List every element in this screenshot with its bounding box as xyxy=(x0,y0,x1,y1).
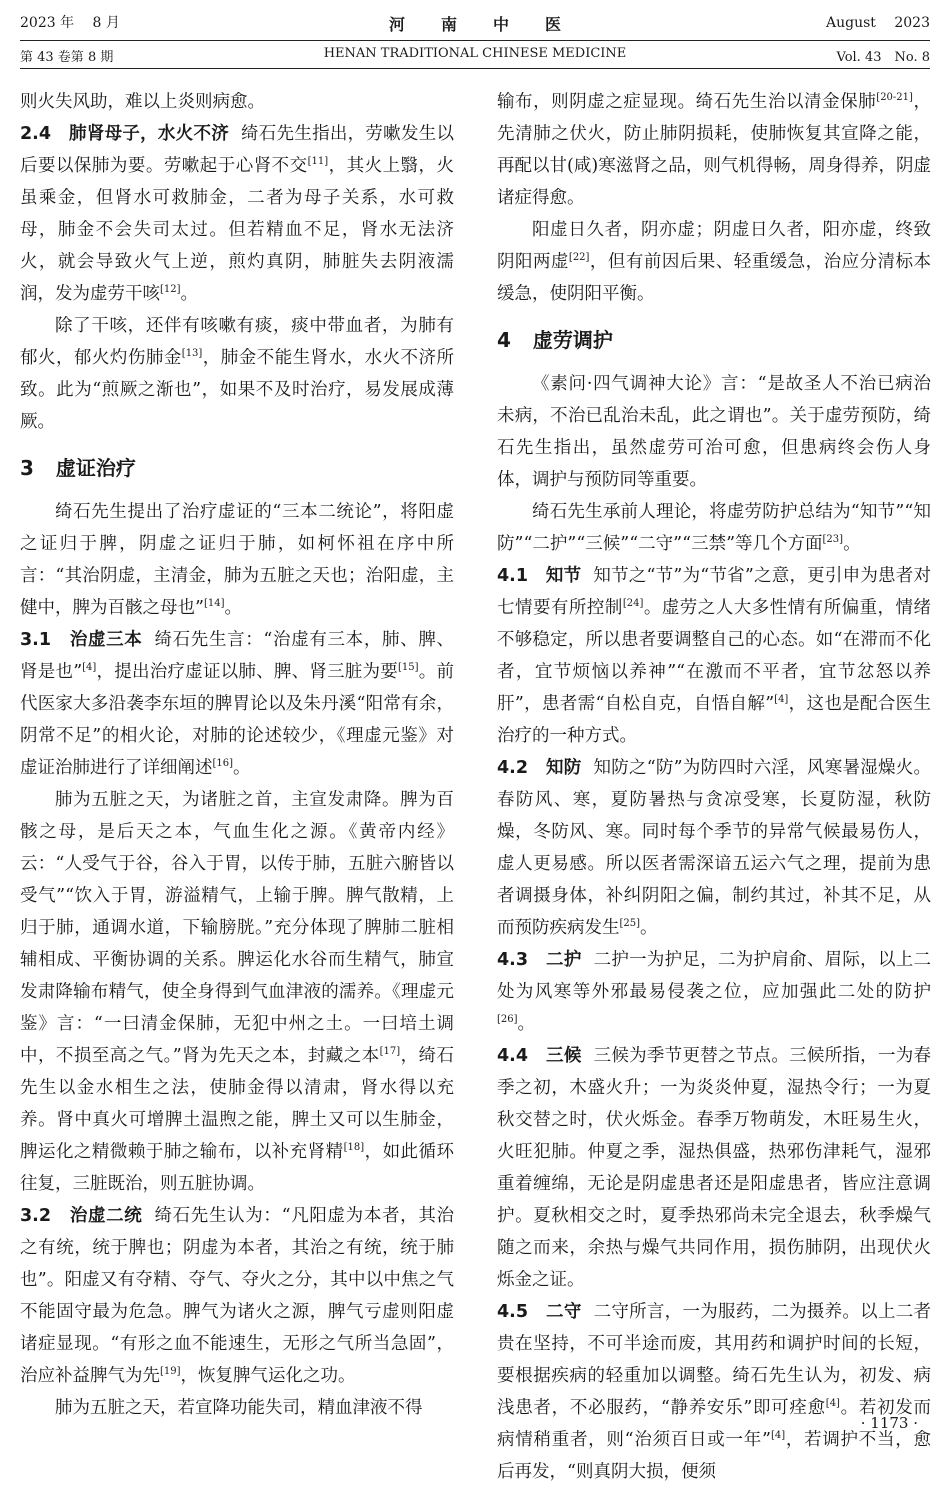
left-column xyxy=(20,86,454,1424)
subsection-3-1: 3.1 治虚三本 绮石先生言：“治虚有三本，肺、脾、肾是也”[4]，提出治疗虚证以肺、脾、肾三脏为要[15]。前代医家大多沿袭李东垣的脾胃论以及朱丹溪“阳常有余，阴常不足”的相火论，对肺的论述较少，《理虚元鉴》对虚证治肺进行了详细阐述[16]。 xyxy=(20,630,455,778)
subsection-heading: 4.2 知防 xyxy=(497,758,582,778)
citation: [4] xyxy=(770,1430,786,1442)
paragraph: 输布，则阴虚之症显现。绮石先生治以清金保肺[20-21]，先清肺之伏火，防止肺阴损耗，使肺恢复其宣降之能，再配以甘(咸)寒滋肾之品，则气机得畅，周身得养，阴虚诸症得愈。 xyxy=(497,92,931,208)
header-rule-top xyxy=(20,40,930,41)
header-date-cn: 2023 年 8 月 xyxy=(20,15,120,31)
subsection-4-1: 4.1 知节 知节之“节”为“节省”之意，更引申为患者对七情要有所控制[24]。虚劳之人大多性情有所偏重，情绪不够稳定，所以患者要调整自己的心态。如“在滞而不化者，宜节烦恼以养神”“在激而不平者，宜节忿怒以养肝”，患者需“自松自克，自悟自解”[4]，这也是配合医生治疗的一种方式。 xyxy=(497,566,932,746)
paragraph: 绮石先生提出了治疗虚证的“三本二统论”，将阳虚之证归于脾，阴虚之证归于肺，如柯怀祖在序中所言：“其治阴虚，主清金，肺为五脏之天也；治阳虚，主健中，脾为百骸之母也”[14]。 xyxy=(20,502,454,618)
header-volume-cn: 第 43 卷第 8 期 xyxy=(20,50,114,65)
paragraph: 绮石先生承前人理论，将虚劳防护总结为“知节”“知防”“二护”“三候”“二守”“三禁”等几个方面[23]。 xyxy=(497,502,931,554)
subsection-heading: 4.4 三候 xyxy=(497,1046,582,1066)
header-row-top xyxy=(20,12,930,32)
paragraph: 则火失风助，难以上炎则病愈。 xyxy=(20,92,265,112)
citation: [24] xyxy=(622,598,644,610)
subsection-4-4: 4.4 三候 三候为季节更替之节点。三候所指，一为春季之初，木盛火升；一为炎炎仲夏，湿热令行；一为夏秋交替之时，伏火烁金。春季万物萌发，木旺易生火，火旺犯肺。仲夏之季，湿热俱盛，热邪伤津耗气，湿邪重着缠绵，无论是阴虚患者还是阳虚患者，皆应注意调护。夏秋相交之时，夏季热邪尚未完全退去，秋季燥气随之而来，余热与燥气共同作用，损伤肺阴，出现伏火烁金之证。 xyxy=(497,1046,931,1290)
header-journal-en: HENAN TRADITIONAL CHINESE MEDICINE xyxy=(323,46,627,61)
section-3-heading: 3 虚证治疗 xyxy=(20,456,136,480)
citation: [4] xyxy=(825,1398,840,1410)
subsection-2-4: 2.4 肺肾母子，水火不济 绮石先生指出，劳嗽发生以后要以保肺为要。劳嗽起于心肾不交[11]，其火上翳，火虽乘金，但肾水可救肺金，二者为母子关系，水可救母，肺金不会失司太过。但若精血不足，肾水无法济火，就会导致火气上逆，煎灼真阴，肺脏失去阴液濡润，发为虚劳干咳[12]。 xyxy=(20,124,455,304)
citation: [16] xyxy=(212,758,234,770)
subsection-4-2: 4.2 知防 知防之“防”为防四时六淫，风寒暑湿燥火。春防风、寒，夏防暑热与贪凉受寒，长夏防湿，秋防燥，冬防风、寒。同时每个季节的异常气候最易伤人，虚人更易感。所以医者需深谙五运六气之理，提前为患者调摄身体，补纠阴阳之偏，制约其过，补其不足，从而预防疾病发生[25]。 xyxy=(497,758,931,938)
citation: [18] xyxy=(343,1142,365,1154)
header-volume-en: Vol. 43 No. 8 xyxy=(836,50,930,65)
subsection-heading: 4.1 知节 xyxy=(497,566,582,586)
paragraph: 肺为五脏之天，若宣降功能失司，精血津液不得 xyxy=(55,1398,423,1418)
paragraph: 除了干咳，还伴有咳嗽有痰，痰中带血者，为肺有郁火，郁火灼伤肺金[13]，肺金不能生肾水，水火不济所致。此为“煎厥之渐也”，如果不及时治疗，易发展成薄厥。 xyxy=(20,316,455,432)
paragraph: 《素问·四气调神大论》言：“是故圣人不治已病治未病，不治已乱治未乱，此之谓也”。关于虚劳预防，绮石先生指出，虽然虚劳可治可愈，但患病终会伤人身体，调护与预防同等重要。 xyxy=(497,374,931,490)
header-row-bottom xyxy=(20,46,930,66)
subsection-heading: 3.1 治虚三本 xyxy=(20,630,143,650)
paragraph: 阳虚日久者，阴亦虚；阴虚日久者，阳亦虚，终致阴阳两虚[22]，但有前因后果、轻重缓急，治应分清标本缓急，使阴阳平衡。 xyxy=(497,220,932,304)
header-rule-bottom xyxy=(20,68,930,69)
citation: [13] xyxy=(181,348,203,360)
subsection-3-2: 3.2 治虚二统 绮石先生认为：“凡阳虚为本者，其治之有统，统于脾也；阴虚为本者，其治之有统，统于肺也”。阳虚又有夺精、夺气、夺火之分，其中以中焦之气不能固守最为危急。脾气为诸火之源，脾气亏虚则阳虚诸症显现。“有形之血不能速生，无形之气所当急固”，治应补益脾气为先[19]，恢复脾气运化之功。 xyxy=(20,1206,454,1386)
citation: [14] xyxy=(203,598,225,610)
citation: [15] xyxy=(398,662,419,674)
citation: [19] xyxy=(160,1366,181,1378)
right-column xyxy=(497,86,931,1488)
citation: [4] xyxy=(774,694,789,706)
section-4-heading: 4 虚劳调护 xyxy=(497,328,613,352)
header-date-en: August 2023 xyxy=(826,15,930,31)
subsection-4-3: 4.3 二护 二护一为护足，二为护肩俞、眉际，以上二处为风寒等外邪最易侵袭之位，应加强此二处的防护[26]。 xyxy=(497,950,931,1034)
citation: [25] xyxy=(619,918,641,930)
citation: [23] xyxy=(822,534,844,546)
citation: [26] xyxy=(497,1014,518,1026)
subsection-4-5: 4.5 二守 二守所言，一为服药，二为摄养。以上二者贵在坚持，不可半途而废，其用药和调护时间的长短，要根据疾病的轻重加以调整。绮石先生认为，初发、病浅患者，不必服药，“静养安乐”即可痊愈[4]。若初发而病情稍重者，则“治须百日或一年”[4]，若调护不当，愈后再发，“则真阴大损，便须 xyxy=(497,1302,931,1482)
citation: [20-21] xyxy=(876,92,913,104)
citation: [4] xyxy=(82,662,97,674)
subsection-heading: 3.2 治虚二统 xyxy=(20,1206,143,1226)
paragraph: 肺为五脏之天，为诸脏之首，主宣发肃降。脾为百骸之母，是后天之本，气血生化之源。《黄帝内经》云：“人受气于谷，谷入于胃，以传于肺，五脏六腑皆以受气”“饮入于胃，游溢精气，上输于脾。脾气散精，上归于肺，通调水道，下输膀胱。”充分体现了脾肺二脏相辅相成、平衡协调的关系。脾运化水谷而生精气，肺宣发肃降输布精气，使全身得到气血津液的濡养。《理虚元鉴》言：“一曰清金保肺，无犯中州之土。一曰培土调中，不损至高之气。”肾为先天之本，封藏之本[17]，绮石先生以金水相生之法，使肺金得以清肃，肾水得以充养。肾中真火可增脾土温煦之能，脾土又可以生肺金，脾运化之精微赖于肺之输布，以补充肾精[18]，如此循环往复，三脏既治，则五脏协调。 xyxy=(20,790,455,1194)
subsection-heading: 2.4 肺肾母子，水火不济 xyxy=(20,124,229,144)
citation: [12] xyxy=(160,284,181,296)
citation: [17] xyxy=(379,1046,401,1058)
subsection-heading: 4.5 二守 xyxy=(497,1302,582,1322)
citation: [22] xyxy=(568,252,590,264)
page-number: · 1173 · xyxy=(860,1414,918,1432)
citation: [11] xyxy=(307,156,329,168)
header-journal-cn: 河南中医 xyxy=(388,15,597,34)
subsection-heading: 4.3 二护 xyxy=(497,950,582,970)
